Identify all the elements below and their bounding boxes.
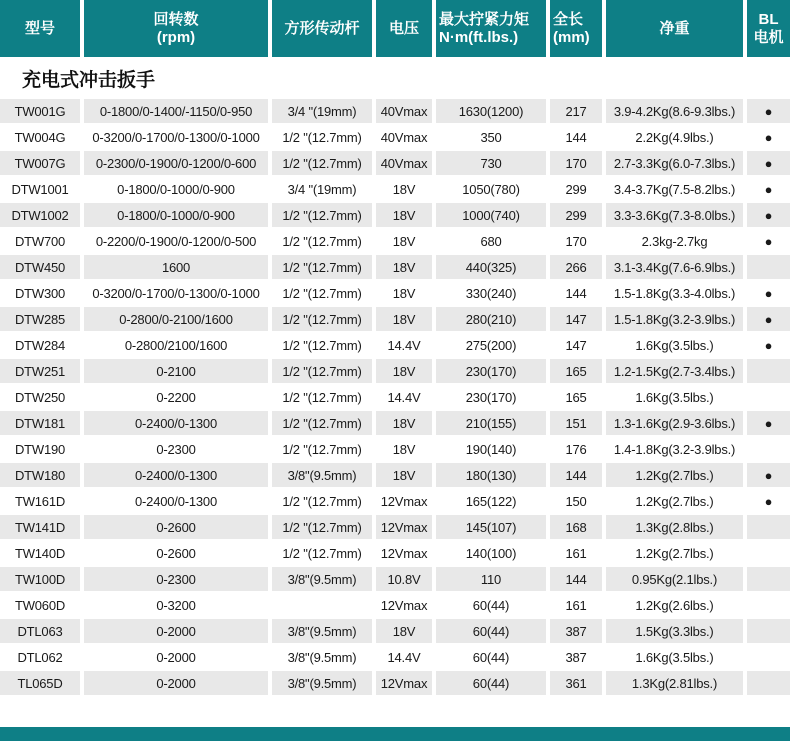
cell-drive: 3/8"(9.5mm)	[272, 645, 372, 669]
header-cell-length	[550, 0, 602, 57]
cell-weight: 1.6Kg(3.5lbs.)	[606, 645, 743, 669]
cell-length: 161	[550, 541, 602, 565]
table-row	[0, 567, 790, 591]
table-row	[0, 619, 790, 643]
cell-voltage: 10.8V	[376, 567, 432, 591]
cell-length: 217	[550, 99, 602, 123]
cell-rpm: 0-2000	[84, 645, 268, 669]
cell-model: DTW1002	[0, 203, 80, 227]
header-sublabel: N·m(ft.lbs.)	[439, 28, 519, 46]
cell-rpm: 0-2200	[84, 385, 268, 409]
bl-motor-dot	[747, 619, 790, 643]
table-row	[0, 541, 790, 565]
cell-drive: 1/2 "(12.7mm)	[272, 255, 372, 279]
table-row	[0, 125, 790, 149]
cell-length: 151	[550, 411, 602, 435]
header-sublabel: 电机	[753, 28, 784, 46]
cell-model: TW140D	[0, 541, 80, 565]
cell-model: DTW250	[0, 385, 80, 409]
cell-drive: 1/2 "(12.7mm)	[272, 489, 372, 513]
cell-rpm: 1600	[84, 255, 268, 279]
cell-drive: 3/8"(9.5mm)	[272, 567, 372, 591]
cell-rpm: 0-2000	[84, 619, 268, 643]
header-label: 回转数	[153, 11, 199, 29]
cell-torque: 110	[436, 567, 546, 591]
cell-rpm: 0-3200/0-1700/0-1300/0-1000	[84, 125, 268, 149]
cell-length: 144	[550, 125, 602, 149]
cell-voltage: 14.4V	[376, 385, 432, 409]
cell-weight: 1.3Kg(2.81lbs.)	[606, 671, 743, 695]
bl-motor-dot: ●	[747, 99, 790, 123]
cell-model: DTW190	[0, 437, 80, 461]
table-row	[0, 99, 790, 123]
table-row	[0, 463, 790, 487]
cell-drive: 1/2 "(12.7mm)	[272, 385, 372, 409]
cell-torque: 60(44)	[436, 645, 546, 669]
bl-motor-dot: ●	[747, 229, 790, 253]
cell-length: 165	[550, 359, 602, 383]
table-row	[0, 177, 790, 201]
cell-length: 150	[550, 489, 602, 513]
header-label: 净重	[659, 19, 690, 37]
bl-motor-dot: ●	[747, 151, 790, 175]
table-row	[0, 151, 790, 175]
cell-rpm: 0-2300	[84, 567, 268, 591]
cell-rpm: 0-2100	[84, 359, 268, 383]
table-row	[0, 333, 790, 357]
bl-motor-dot	[747, 385, 790, 409]
cell-rpm: 0-3200/0-1700/0-1300/0-1000	[84, 281, 268, 305]
table-row	[0, 515, 790, 539]
cell-rpm: 0-2400/0-1300	[84, 463, 268, 487]
table-row	[0, 489, 790, 513]
cell-voltage: 40Vmax	[376, 151, 432, 175]
cell-length: 387	[550, 645, 602, 669]
cell-model: TL065D	[0, 671, 80, 695]
cell-voltage: 12Vmax	[376, 515, 432, 539]
cell-drive: 1/2 "(12.7mm)	[272, 125, 372, 149]
cell-length: 266	[550, 255, 602, 279]
cell-model: DTL063	[0, 619, 80, 643]
cell-drive: 3/4 "(19mm)	[272, 99, 372, 123]
cell-torque: 60(44)	[436, 671, 546, 695]
cell-weight: 2.2Kg(4.9lbs.)	[606, 125, 743, 149]
cell-weight: 1.2Kg(2.7lbs.)	[606, 541, 743, 565]
cell-voltage: 18V	[376, 359, 432, 383]
header-label: BL	[758, 11, 779, 29]
cell-torque: 730	[436, 151, 546, 175]
cell-model: DTW700	[0, 229, 80, 253]
cell-rpm: 0-1800/0-1000/0-900	[84, 177, 268, 201]
bl-motor-dot: ●	[747, 177, 790, 201]
bl-motor-dot: ●	[747, 203, 790, 227]
cell-weight: 1.3-1.6Kg(2.9-3.6lbs.)	[606, 411, 743, 435]
cell-model: TW161D	[0, 489, 80, 513]
cell-drive: 1/2 "(12.7mm)	[272, 541, 372, 565]
bl-motor-dot	[747, 567, 790, 591]
table-row	[0, 307, 790, 331]
header-cell-weight	[606, 0, 743, 57]
bl-motor-dot: ●	[747, 307, 790, 331]
cell-weight: 1.6Kg(3.5lbs.)	[606, 333, 743, 357]
cell-weight: 1.6Kg(3.5lbs.)	[606, 385, 743, 409]
cell-rpm: 0-2300/0-1900/0-1200/0-600	[84, 151, 268, 175]
table-row	[0, 593, 790, 617]
cell-voltage: 40Vmax	[376, 99, 432, 123]
bl-motor-dot: ●	[747, 333, 790, 357]
cell-voltage: 18V	[376, 203, 432, 227]
cell-drive: 3/4 "(19mm)	[272, 177, 372, 201]
cell-drive: 1/2 "(12.7mm)	[272, 437, 372, 461]
table-row	[0, 229, 790, 253]
table-row	[0, 385, 790, 409]
cell-model: DTW251	[0, 359, 80, 383]
cell-length: 144	[550, 463, 602, 487]
cell-length: 144	[550, 567, 602, 591]
cell-weight: 3.9-4.2Kg(8.6-9.3lbs.)	[606, 99, 743, 123]
cell-voltage: 18V	[376, 411, 432, 435]
cell-weight: 3.1-3.4Kg(7.6-6.9lbs.)	[606, 255, 743, 279]
cell-torque: 680	[436, 229, 546, 253]
cell-voltage: 18V	[376, 229, 432, 253]
cell-length: 176	[550, 437, 602, 461]
bl-motor-dot: ●	[747, 281, 790, 305]
cell-model: TW141D	[0, 515, 80, 539]
cell-drive: 1/2 "(12.7mm)	[272, 203, 372, 227]
cell-torque: 440(325)	[436, 255, 546, 279]
cell-model: TW100D	[0, 567, 80, 591]
bl-motor-dot	[747, 645, 790, 669]
cell-voltage: 18V	[376, 437, 432, 461]
cell-weight: 3.4-3.7Kg(7.5-8.2lbs.)	[606, 177, 743, 201]
header-label: 电压	[388, 19, 419, 37]
cell-drive: 3/8"(9.5mm)	[272, 671, 372, 695]
cell-voltage: 40Vmax	[376, 125, 432, 149]
cell-rpm: 0-2800/0-2100/1600	[84, 307, 268, 331]
header-sublabel: (rpm)	[156, 28, 196, 46]
cell-voltage: 18V	[376, 307, 432, 331]
cell-weight: 1.2-1.5Kg(2.7-3.4lbs.)	[606, 359, 743, 383]
cell-drive: 1/2 "(12.7mm)	[272, 307, 372, 331]
cell-model: DTW180	[0, 463, 80, 487]
cell-weight: 2.7-3.3Kg(6.0-7.3lbs.)	[606, 151, 743, 175]
cell-voltage: 14.4V	[376, 333, 432, 357]
cell-length: 147	[550, 307, 602, 331]
cell-length: 387	[550, 619, 602, 643]
cell-torque: 180(130)	[436, 463, 546, 487]
cell-length: 170	[550, 151, 602, 175]
cell-torque: 330(240)	[436, 281, 546, 305]
cell-model: DTW284	[0, 333, 80, 357]
cell-model: DTL062	[0, 645, 80, 669]
table-row	[0, 437, 790, 461]
cell-model: DTW285	[0, 307, 80, 331]
cell-drive: 1/2 "(12.7mm)	[272, 359, 372, 383]
bl-motor-dot	[747, 437, 790, 461]
cell-weight: 1.4-1.8Kg(3.2-3.9lbs.)	[606, 437, 743, 461]
bl-motor-dot: ●	[747, 463, 790, 487]
cell-length: 170	[550, 229, 602, 253]
cell-model: TW004G	[0, 125, 80, 149]
cell-torque: 1000(740)	[436, 203, 546, 227]
spec-table-header	[0, 0, 790, 57]
bl-motor-dot	[747, 515, 790, 539]
cell-weight: 1.5-1.8Kg(3.3-4.0lbs.)	[606, 281, 743, 305]
header-label: 全长	[553, 11, 584, 29]
table-row	[0, 359, 790, 383]
cell-weight: 3.3-3.6Kg(7.3-8.0lbs.)	[606, 203, 743, 227]
cell-weight: 1.3Kg(2.8lbs.)	[606, 515, 743, 539]
cell-torque: 210(155)	[436, 411, 546, 435]
cell-rpm: 0-1800/0-1000/0-900	[84, 203, 268, 227]
cell-model: TW007G	[0, 151, 80, 175]
cell-length: 165	[550, 385, 602, 409]
cell-weight: 1.5Kg(3.3lbs.)	[606, 619, 743, 643]
cell-rpm: 0-2200/0-1900/0-1200/0-500	[84, 229, 268, 253]
cell-drive	[272, 593, 372, 617]
cell-model: TW060D	[0, 593, 80, 617]
cell-torque: 230(170)	[436, 359, 546, 383]
table-row	[0, 203, 790, 227]
table-row	[0, 671, 790, 695]
cell-weight: 1.2Kg(2.7lbs.)	[606, 489, 743, 513]
cell-drive: 1/2 "(12.7mm)	[272, 333, 372, 357]
bl-motor-dot: ●	[747, 125, 790, 149]
cell-length: 144	[550, 281, 602, 305]
cell-length: 168	[550, 515, 602, 539]
cell-drive: 1/2 "(12.7mm)	[272, 411, 372, 435]
cell-voltage: 18V	[376, 281, 432, 305]
cell-model: DTW300	[0, 281, 80, 305]
cell-torque: 190(140)	[436, 437, 546, 461]
cell-weight: 1.5-1.8Kg(3.2-3.9lbs.)	[606, 307, 743, 331]
cell-voltage: 14.4V	[376, 645, 432, 669]
cell-drive: 3/8"(9.5mm)	[272, 463, 372, 487]
cell-voltage: 12Vmax	[376, 593, 432, 617]
header-label: 最大拧紧力矩	[439, 11, 530, 29]
cell-length: 161	[550, 593, 602, 617]
cell-rpm: 0-2000	[84, 671, 268, 695]
cell-torque: 140(100)	[436, 541, 546, 565]
cell-rpm: 0-2400/0-1300	[84, 411, 268, 435]
bl-motor-dot	[747, 359, 790, 383]
bl-motor-dot	[747, 255, 790, 279]
header-cell-rpm	[84, 0, 268, 57]
cell-rpm: 0-2300	[84, 437, 268, 461]
table-body	[0, 99, 790, 695]
cell-voltage: 12Vmax	[376, 489, 432, 513]
bl-motor-dot: ●	[747, 411, 790, 435]
header-label: 型号	[24, 19, 55, 37]
cell-torque: 145(107)	[436, 515, 546, 539]
cell-model: DTW450	[0, 255, 80, 279]
bl-motor-dot	[747, 541, 790, 565]
cell-torque: 230(170)	[436, 385, 546, 409]
cell-torque: 350	[436, 125, 546, 149]
cell-weight: 0.95Kg(2.1lbs.)	[606, 567, 743, 591]
cell-rpm: 0-3200	[84, 593, 268, 617]
bl-motor-dot	[747, 593, 790, 617]
cell-torque: 165(122)	[436, 489, 546, 513]
cell-voltage: 12Vmax	[376, 541, 432, 565]
cell-torque: 1050(780)	[436, 177, 546, 201]
cell-drive: 1/2 "(12.7mm)	[272, 281, 372, 305]
cell-voltage: 18V	[376, 255, 432, 279]
table-row	[0, 411, 790, 435]
cell-model: TW001G	[0, 99, 80, 123]
bl-motor-dot	[747, 671, 790, 695]
bl-motor-dot: ●	[747, 489, 790, 513]
section-title: 充电式冲击扳手	[22, 69, 156, 91]
cell-drive: 1/2 "(12.7mm)	[272, 151, 372, 175]
header-sublabel: (mm)	[553, 28, 590, 46]
cell-torque: 60(44)	[436, 593, 546, 617]
cell-drive: 1/2 "(12.7mm)	[272, 229, 372, 253]
header-cell-torque	[436, 0, 546, 57]
cell-length: 299	[550, 177, 602, 201]
cell-torque: 60(44)	[436, 619, 546, 643]
cell-rpm: 0-2800/2100/1600	[84, 333, 268, 357]
table-row	[0, 255, 790, 279]
cell-voltage: 18V	[376, 177, 432, 201]
cell-torque: 275(200)	[436, 333, 546, 357]
cell-length: 361	[550, 671, 602, 695]
cell-length: 147	[550, 333, 602, 357]
table-row	[0, 281, 790, 305]
header-cell-voltage	[376, 0, 432, 57]
cell-voltage: 18V	[376, 463, 432, 487]
cell-length: 299	[550, 203, 602, 227]
header-cell-model	[0, 0, 80, 57]
header-cell-bl-motor	[747, 0, 790, 57]
cell-model: DTW181	[0, 411, 80, 435]
cell-rpm: 0-2600	[84, 541, 268, 565]
footer-accent-bar	[0, 727, 790, 741]
cell-weight: 1.2Kg(2.6lbs.)	[606, 593, 743, 617]
table-row	[0, 645, 790, 669]
header-label: 方形传动杆	[284, 19, 360, 37]
header-cell-drive	[272, 0, 372, 57]
cell-rpm: 0-2400/0-1300	[84, 489, 268, 513]
cell-voltage: 12Vmax	[376, 671, 432, 695]
cell-rpm: 0-1800/0-1400/-1150/0-950	[84, 99, 268, 123]
cell-drive: 1/2 "(12.7mm)	[272, 515, 372, 539]
cell-weight: 2.3kg-2.7kg	[606, 229, 743, 253]
cell-torque: 280(210)	[436, 307, 546, 331]
cell-torque: 1630(1200)	[436, 99, 546, 123]
cell-voltage: 18V	[376, 619, 432, 643]
cell-model: DTW1001	[0, 177, 80, 201]
cell-weight: 1.2Kg(2.7lbs.)	[606, 463, 743, 487]
cell-drive: 3/8"(9.5mm)	[272, 619, 372, 643]
cell-rpm: 0-2600	[84, 515, 268, 539]
